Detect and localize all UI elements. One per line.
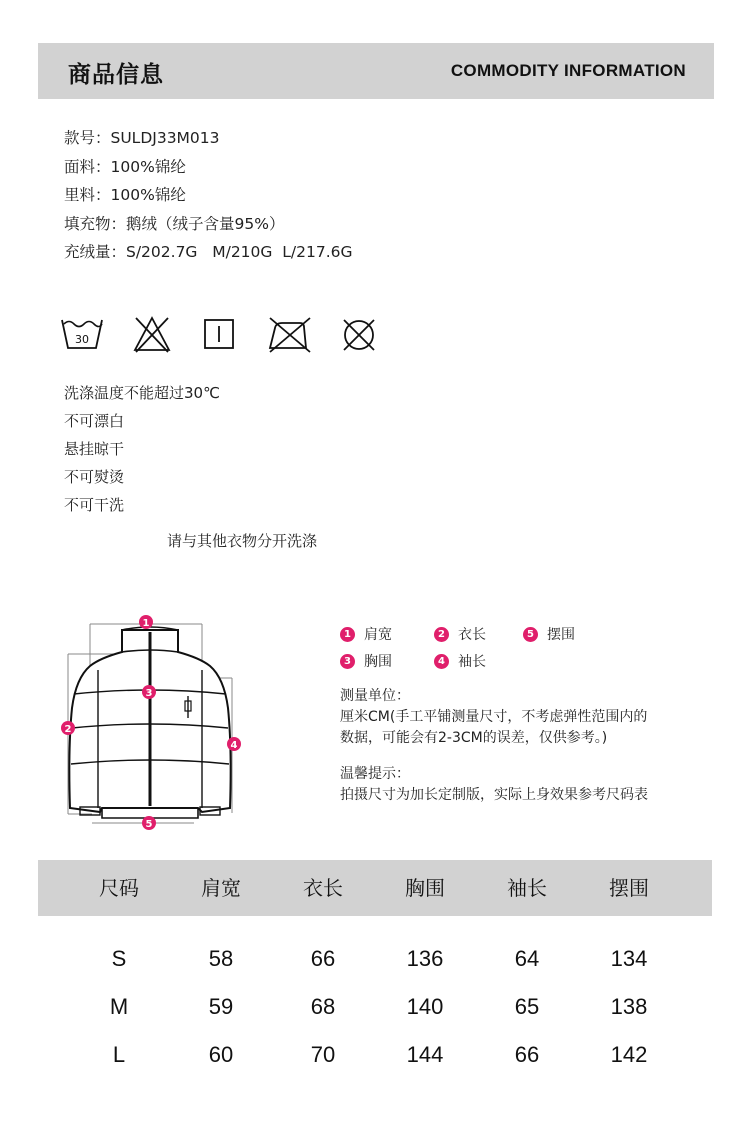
column-header-size: 尺码 bbox=[99, 876, 139, 900]
svg-text:4: 4 bbox=[230, 740, 238, 751]
spec-style-no: 款号：SULDJ33M013 bbox=[64, 129, 220, 147]
spec-filling: 填充物：鹅绒（绒子含量95%） bbox=[64, 214, 285, 233]
legend-number: 5 bbox=[523, 627, 538, 642]
legend-label: 衣长 bbox=[458, 627, 486, 643]
table-cell: 59 bbox=[208, 994, 234, 1019]
jacket-measurement-diagram bbox=[52, 608, 252, 834]
column-header-shoulder: 肩宽 bbox=[201, 876, 241, 900]
wash-30-icon bbox=[60, 314, 104, 354]
svg-text:5: 5 bbox=[145, 819, 153, 830]
legend-item-chest bbox=[340, 651, 392, 671]
legend-item-hem bbox=[523, 624, 575, 644]
table-cell: 68 bbox=[310, 994, 336, 1019]
spec-lining: 里料：100%锦纶 bbox=[64, 186, 186, 204]
care-instructions bbox=[64, 379, 220, 519]
table-cell: 138 bbox=[610, 994, 648, 1019]
care-line: 不可熨烫 bbox=[64, 468, 125, 486]
care-line: 悬挂晾干 bbox=[64, 440, 125, 458]
table-cell: 60 bbox=[208, 1042, 234, 1067]
table-cell: 66 bbox=[310, 946, 336, 971]
marker-sleeve bbox=[227, 737, 241, 751]
no-bleach-icon bbox=[132, 314, 172, 354]
table-cell: 142 bbox=[610, 1042, 648, 1067]
svg-text:1: 1 bbox=[142, 618, 150, 629]
legend-number: 3 bbox=[340, 654, 355, 669]
legend-number: 4 bbox=[434, 654, 449, 669]
measurement-note bbox=[340, 686, 647, 749]
measurement-note-line: 数据，可能会有2-3CM的误差，仅供参考。) bbox=[340, 730, 608, 746]
table-cell: 144 bbox=[406, 1042, 444, 1067]
tip-note-title: 温馨提示： bbox=[340, 766, 410, 782]
table-cell: 64 bbox=[514, 946, 540, 971]
marker-chest bbox=[142, 685, 156, 699]
table-cell: 65 bbox=[514, 994, 540, 1019]
legend-label: 摆围 bbox=[547, 627, 575, 643]
care-line: 不可干洗 bbox=[64, 496, 125, 514]
size-table-header bbox=[38, 860, 712, 916]
legend-number: 2 bbox=[434, 627, 449, 642]
header-title-cn: 商品信息 bbox=[68, 62, 164, 88]
legend-label: 胸围 bbox=[364, 654, 392, 670]
measurement-note-title: 测量单位： bbox=[340, 688, 410, 704]
care-line: 不可漂白 bbox=[64, 412, 125, 430]
measurement-note-line: 厘米CM(手工平铺测量尺寸，不考虑弹性范围内的 bbox=[340, 709, 648, 725]
legend-item-shoulder bbox=[340, 624, 392, 644]
table-cell: 140 bbox=[406, 994, 444, 1019]
table-cell: 134 bbox=[610, 946, 648, 971]
header-bar bbox=[38, 43, 714, 99]
table-cell: M bbox=[109, 994, 129, 1019]
table-cell: 66 bbox=[514, 1042, 540, 1067]
legend-item-sleeve bbox=[434, 651, 486, 671]
marker-length bbox=[61, 721, 75, 735]
spec-fabric: 面料：100%锦纶 bbox=[64, 157, 186, 176]
no-dry-clean-icon bbox=[340, 314, 378, 354]
table-cell: L bbox=[112, 1042, 126, 1067]
measurement-legend bbox=[340, 620, 720, 680]
column-header-chest: 胸围 bbox=[405, 876, 445, 900]
column-header-length: 衣长 bbox=[303, 876, 343, 900]
care-line: 洗涤温度不能超过30℃ bbox=[64, 384, 220, 402]
hang-dry-icon bbox=[203, 314, 235, 354]
legend-item-length bbox=[434, 624, 486, 644]
legend-label: 袖长 bbox=[458, 654, 486, 670]
marker-hem bbox=[142, 816, 156, 830]
tip-note-text: 拍摄尺寸为加长定制版，实际上身效果参考尺码表 bbox=[340, 787, 648, 803]
table-cell: 70 bbox=[310, 1042, 336, 1067]
column-header-sleeve: 袖长 bbox=[507, 876, 547, 900]
spec-fill-weight: 充绒量：S/202.7G M/210G L/217.6G bbox=[64, 243, 353, 261]
no-iron-icon bbox=[266, 314, 312, 354]
product-specs bbox=[64, 124, 353, 267]
svg-text:3: 3 bbox=[145, 688, 153, 699]
column-header-hem: 摆围 bbox=[609, 876, 649, 900]
table-cell: S bbox=[111, 946, 127, 971]
tip-note bbox=[340, 764, 648, 806]
table-cell: 136 bbox=[406, 946, 444, 971]
legend-label: 肩宽 bbox=[364, 627, 392, 643]
marker-shoulder bbox=[139, 615, 153, 629]
legend-number: 1 bbox=[340, 627, 355, 642]
wash-temp-label: 30 bbox=[75, 333, 89, 346]
table-cell: 58 bbox=[208, 946, 234, 971]
svg-text:2: 2 bbox=[64, 724, 72, 735]
separate-wash-note: 请与其他衣物分开洗涤 bbox=[167, 532, 318, 550]
header-title-en: COMMODITY INFORMATION bbox=[450, 61, 686, 80]
